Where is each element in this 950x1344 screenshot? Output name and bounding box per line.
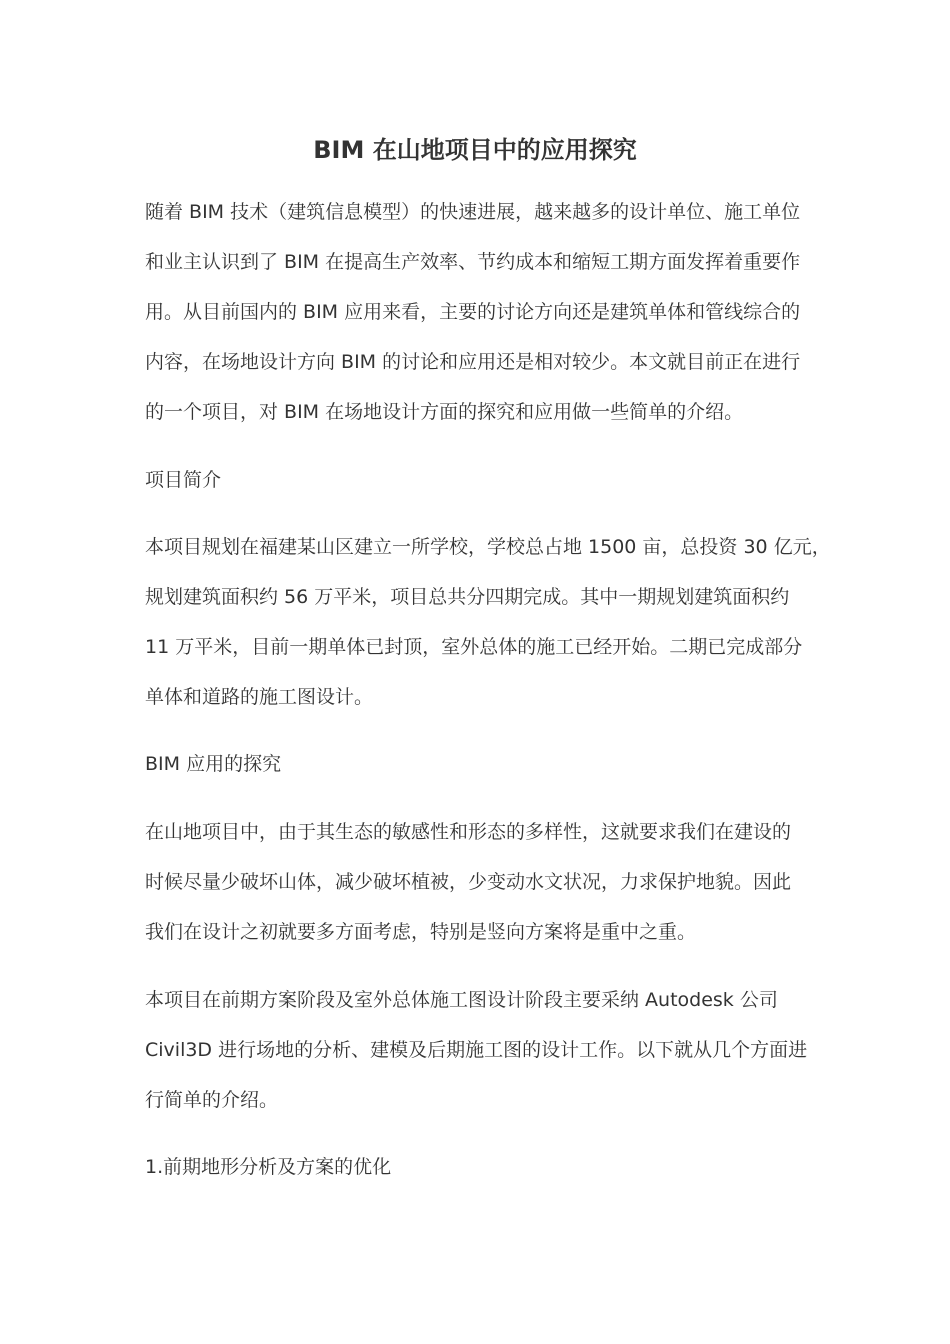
- paragraph-project-line: 11 万平米，目前一期单体已封顶，室外总体的施工已经开始。二期已完成部分: [145, 636, 803, 658]
- paragraph-intro-line: 随着 BIM 技术（建筑信息模型）的快速进展，越来越多的设计单位、施工单位: [145, 201, 801, 223]
- paragraph-project-line: 规划建筑面积约 56 万平米，项目总共分四期完成。其中一期规划建筑面积约: [145, 586, 790, 608]
- section-heading-terrain-analysis: 1.前期地形分析及方案的优化: [145, 1156, 392, 1178]
- paragraph-civil3d-line: 行简单的介绍。: [145, 1089, 279, 1111]
- paragraph-project-line: 单体和道路的施工图设计。: [145, 686, 374, 708]
- paragraph-intro-line: 用。从目前国内的 BIM 应用来看，主要的讨论方向还是建筑单体和管线综合的: [145, 301, 801, 323]
- paragraph-mountain-line: 我们在设计之初就要多方面考虑，特别是竖向方案将是重中之重。: [145, 921, 697, 943]
- section-heading-bim-exploration: BIM 应用的探究: [145, 753, 282, 775]
- section-heading-project-overview: 项目简介: [145, 469, 222, 491]
- paragraph-intro-line: 和业主认识到了 BIM 在提高生产效率、节约成本和缩短工期方面发挥着重要作: [145, 251, 801, 273]
- paragraph-project-line: 本项目规划在福建某山区建立一所学校，学校总占地 1500 亩，总投资 30 亿元，: [145, 536, 831, 558]
- paragraph-mountain-line: 时候尽量少破坏山体，减少破坏植被，少变动水文状况，力求保护地貌。因此: [145, 871, 792, 893]
- paragraph-intro-line: 内容，在场地设计方向 BIM 的讨论和应用还是相对较少。本文就目前正在进行: [145, 351, 801, 373]
- paragraph-intro-line: 的一个项目，对 BIM 在场地设计方面的探究和应用做一些简单的介绍。: [145, 401, 744, 423]
- paragraph-mountain-line: 在山地项目中，由于其生态的敏感性和形态的多样性，这就要求我们在建设的: [145, 821, 792, 843]
- paragraph-civil3d-line: Civil3D 进行场地的分析、建模及后期施工图的设计工作。以下就从几个方面进: [145, 1039, 808, 1061]
- document-title: BIM 在山地项目中的应用探究: [313, 136, 637, 164]
- paragraph-civil3d-line: 本项目在前期方案阶段及室外总体施工图设计阶段主要采纳 Autodesk 公司: [145, 989, 778, 1011]
